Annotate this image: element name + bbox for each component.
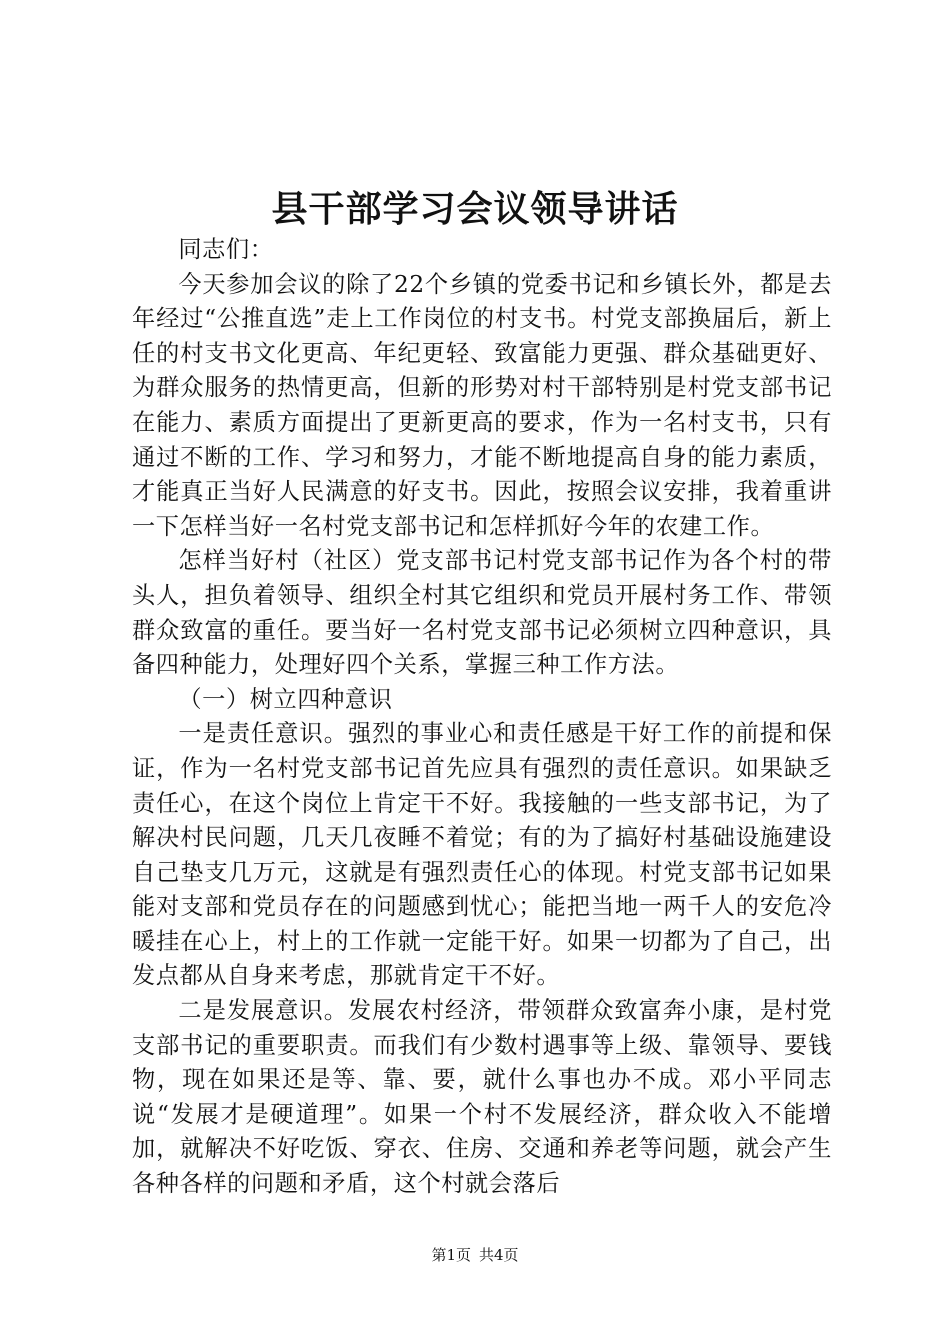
page-footer xyxy=(0,1244,950,1266)
document-body xyxy=(132,233,832,1202)
salutation: 同志们： xyxy=(178,236,274,263)
section-heading: （一）树立四种意识 xyxy=(178,685,393,713)
paragraph-development: 二是发展意识。发展农村经济，带领群众致富奔小康，是村党支部书记的重要职责。而我们有少数村遇事等上级、靠领导、要钱物，现在如果还是等、靠、要，就什么事也办不成。邓小平同志说“发展才是硬道理”。如果一个村不发展经济，群众收入不能增加，就解决不好吃饭、穿衣、住房、交通和养老等问题，就会产生各种各样的问题和矛盾，这个村就会落后 xyxy=(132,997,832,1198)
paragraph-intro: 今天参加会议的除了22个乡镇的党委书记和乡镇长外，都是去年经过“公推直选”走上工作岗位的村支书。村党支部换届后，新上任的村支书文化更高、年纪更轻、致富能力更强、群众基础更好、为群众服务的热情更高，但新的形势对村干部特别是村党支部书记在能力、素质方面提出了更新更高的要求，作为一名村支书，只有通过不断的工作、学习和努力，才能不断地提高自身的能力素质，才能真正当好人民满意的好支书。因此，按照会议安排，我着重讲一下怎样当好一名村党支部书记和怎样抓好今年的农建工作。 xyxy=(132,270,832,540)
paragraph-responsibility: 一是责任意识。强烈的事业心和责任感是干好工作的前提和保证，作为一名村党支部书记首先应具有强烈的责任意识。如果缺乏责任心，在这个岗位上肯定干不好。我接触的一些支部书记，为了解决村民问题，几天几夜睡不着觉；有的为了搞好村基础设施建设自己垫支几万元，这就是有强烈责任心的体现。村党支部书记如果能对支部和党员存在的问题感到忧心；能把当地一两千人的安危冷暖挂在心上，村上的工作就一定能干好。如果一切都为了自己，出发点都从自身来考虑，那就肯定干不好。 xyxy=(132,720,832,990)
page-total: 共4页 xyxy=(479,1246,519,1264)
document-title: 县干部学习会议领导讲话 xyxy=(271,188,679,230)
paragraph-secretary-role: 怎样当好村（社区）党支部书记村党支部书记作为各个村的带头人，担负着领导、组织全村其它组织和党员开展村务工作、带领群众致富的重任。要当好一名村党支部书记必须树立四种意识，具备四种能力，处理好四个关系，掌握三种工作方法。 xyxy=(132,547,832,679)
page-number: 第1页 xyxy=(431,1246,471,1264)
